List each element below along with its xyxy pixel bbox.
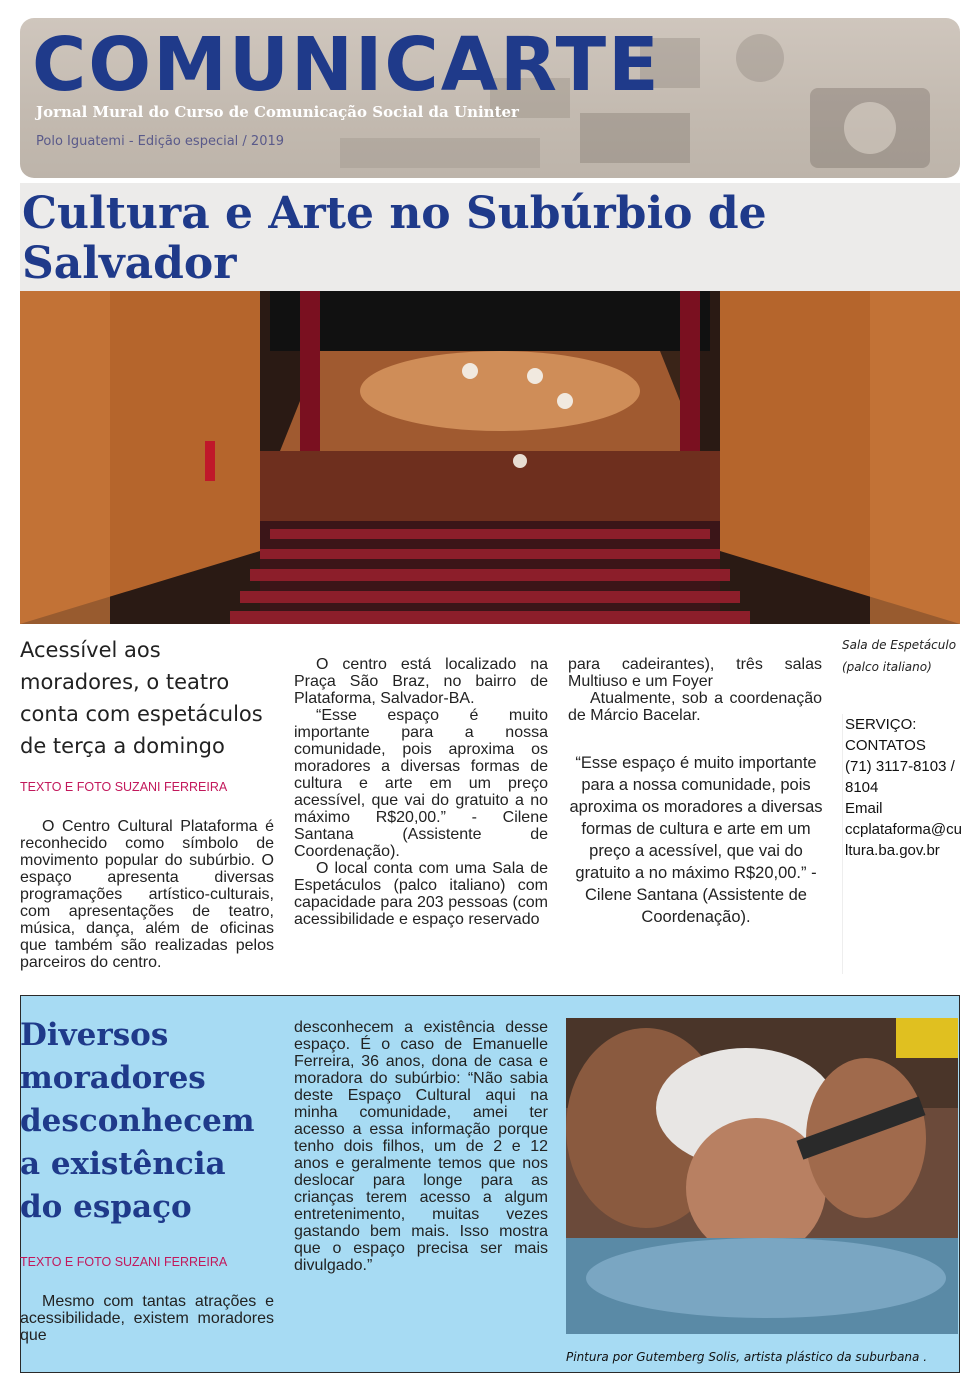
article2-headline: Diversos moradores desconhecem a existência do espaço [20, 1017, 255, 1225]
paragraph: Mesmo com tantas atrações e acessibilidade, existem moradores que [20, 1293, 274, 1344]
masthead-title: COMUNICARTE [32, 22, 661, 108]
paragraph: desconhecem a existência desse espaço. É o caso de Emanuelle Ferreira, 36 anos, dona de casa e moradora do subúrbio: “Não sabia deste Espaço Cultural aqui na minha comunidade, amei ter acesso a essa informação porque tenho dois filhos, um de 2 e 12 anos e geralmente temos que nos deslocar para longe para as crianças terem acesso a algum entretenimento, muitas vezes gastando bem mais. Isso mostra que o espaço precisa ser mais divulgado.” [294, 1019, 548, 1274]
paragraph: O local conta com uma Sala de Espetáculos (palco italiano) com capacidade para 203 pessoas (com acessibilidade e espaço reservado [294, 860, 548, 928]
email-address: ccplataforma@cultura.ba.gov.br [845, 821, 962, 859]
article2-byline: TEXTO E FOTO SUZANI FERREIRA [20, 1255, 228, 1269]
contacts-label: CONTATOS [845, 737, 926, 754]
article-lede: Acessível aos moradores, o teatro conta com espetáculos de terça a domingo [20, 638, 263, 758]
article-headline: Cultura e Arte no Subúrbio de Salvador [22, 188, 767, 289]
mural-caption: Pintura por Gutemberg Solis, artista plástico da suburbana . [566, 1350, 928, 1364]
paragraph: “Esse espaço é muito importante para a nossa comunidade, pois aproxima os moradores a diversas formas de cultura e arte em um preço acessível, que vai do gratuito a no máximo R$20,00.” - Cilene Santana (Assistente de Coordenação). [294, 707, 548, 860]
service-box [842, 714, 963, 974]
theater-photo [20, 291, 960, 624]
pull-quote: “Esse espaço é muito importante para a nossa comunidade, pois aproxima os moradores a diversas formas de cultura e arte em um preço a acessível, que vai do gratuito a no máximo R$20,00.” - Cilene Santana (Assistente de Coordenação). [569, 754, 823, 926]
paragraph: Atualmente, sob a coordenação de Márcio Bacelar. [568, 690, 822, 724]
masthead-subtitle: Jornal Mural do Curso de Comunicação Social da Uninter [36, 103, 519, 121]
paragraph: O Centro Cultural Plataforma é reconhecido como símbolo de movimento popular do subúrbio. O espaço apresenta diversas programações artístico-culturais, com apresentações de teatro, música, dança, além de oficinas que também são realizadas pelos parceiros do centro. [20, 818, 274, 971]
email-label: Email [845, 800, 883, 817]
paragraph: para cadeirantes), três salas Multiuso e um Foyer [568, 656, 822, 690]
mural-photo [566, 1018, 958, 1334]
article-byline: TEXTO E FOTO SUZANI FERREIRA [20, 780, 228, 794]
masthead-edition: Polo Iguatemi - Edição especial / 2019 [36, 134, 285, 149]
phone-number: (71) 3117-8103 / 8104 [845, 758, 955, 796]
article-column-3 [568, 656, 822, 724]
photo-caption: Sala de Espetáculo (palco italiano) [842, 638, 957, 674]
article-column-2 [294, 656, 548, 928]
headline-box [20, 183, 960, 291]
service-heading: SERVIÇO: [845, 716, 917, 733]
paragraph: O centro está localizado na Praça São Braz, no bairro de Plataforma, Salvador-BA. [294, 656, 548, 707]
article2-column-1 [20, 1293, 274, 1344]
article2-column-2 [294, 1019, 548, 1274]
masthead [20, 18, 960, 178]
article-column-1 [20, 818, 274, 971]
